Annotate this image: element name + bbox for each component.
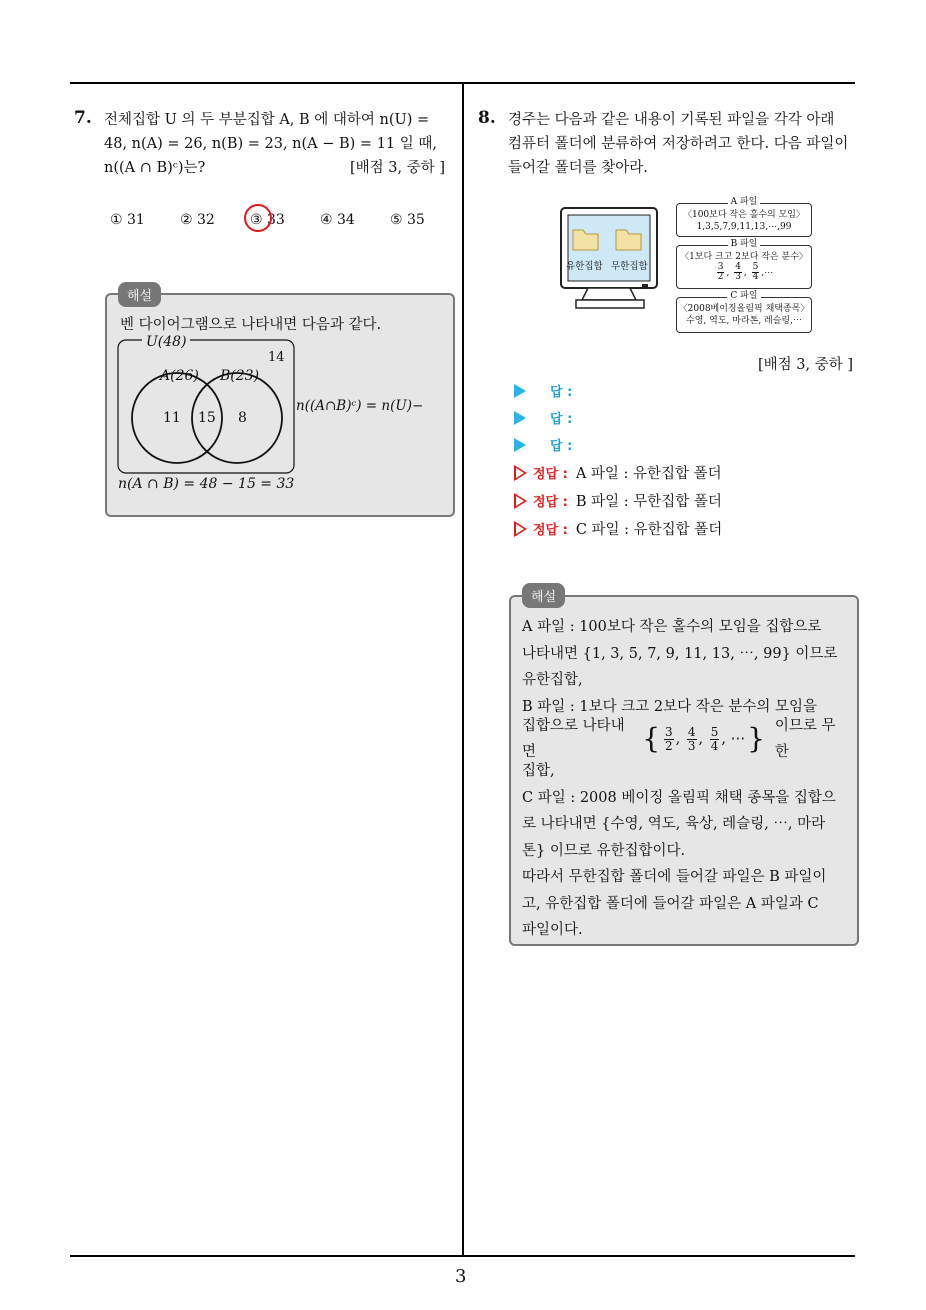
file-b-fractions: $\frac{3}{2}$ , $\frac{4}{3}$ , $\frac{5}{4}$ ,⋯ xyxy=(717,262,774,282)
sol-dots: ⋯ xyxy=(730,730,746,747)
correct-label: 정답 : xyxy=(533,467,568,482)
file-c-title: C 파일 xyxy=(727,291,760,301)
triangle-bullet-icon xyxy=(514,438,526,452)
q7-line3: n((A ∩ B)ᶜ)는? xyxy=(104,160,206,176)
correct-answer-3: C 파일 : 유한집합 폴더 xyxy=(575,522,723,538)
file-c-line2: 수영, 역도, 마라톤, 레슬링,⋯ xyxy=(686,316,802,326)
folder-label-infinite: 무한집합 xyxy=(611,261,648,272)
selected-circle-mark xyxy=(244,204,272,232)
q8-sol-l9: 톤} 이므로 유한집합이다. xyxy=(522,842,686,859)
q8-sol-l11: 고, 유한집합 폴더에 들어갈 파일은 A 파일과 C xyxy=(522,895,819,912)
q8-solution-text xyxy=(522,614,848,944)
q8-line1: 경주는 다음과 같은 내용이 기록된 파일을 각각 아래 xyxy=(508,112,835,128)
correct-row-3 xyxy=(514,518,722,539)
answer-row-1 xyxy=(514,381,572,400)
q7-score: [배점 3, 중하 ] xyxy=(350,160,446,176)
outline-triangle-icon xyxy=(514,521,527,537)
outline-triangle-icon xyxy=(514,493,527,509)
venn-set-b-label: B(23) xyxy=(220,368,260,384)
q8-sol-l10: 따라서 무한집합 폴더에 들어갈 파일은 B 파일이 xyxy=(522,869,827,885)
q7-choice-4[interactable]: ④ 34 xyxy=(320,212,355,228)
q8-sol-l7: C 파일 : 2008 베이징 올림픽 채택 종목을 집합으 xyxy=(522,789,836,806)
q7-eq-bottom: n(A ∩ B) = 48 − 15 = 33 xyxy=(118,476,295,492)
q8-number: 8. xyxy=(478,108,496,128)
sol-frac2-den: 3 xyxy=(687,738,696,753)
venn-b-only: 8 xyxy=(238,410,247,426)
q7-solution-intro: 벤 다이어그램으로 나타내면 다음과 같다. xyxy=(120,317,382,333)
q8-sol-l5-post: 이므로 무한 xyxy=(774,717,836,760)
file-b-num2: 4 xyxy=(735,262,741,272)
q8-sol-l2: 나타내면 {1, 3, 5, 7, 9, 11, 13, ⋯, 99} 이므로 xyxy=(522,645,838,662)
answer-label: 답 : xyxy=(550,385,573,400)
folder-label-finite: 유한집합 xyxy=(566,261,603,272)
file-b-tail: ⋯ xyxy=(764,268,774,278)
q8-sol-l6: 집합, xyxy=(522,763,555,779)
q8-line2: 컴퓨터 폴더에 분류하여 저장하려고 한다. 다음 파일이 xyxy=(508,136,849,152)
file-b-den1: 2 xyxy=(717,272,724,282)
file-b-num1: 3 xyxy=(717,262,724,272)
correct-row-1 xyxy=(514,462,722,483)
q7-solution-tag: 해설 xyxy=(118,282,161,307)
venn-outside-count: 14 xyxy=(268,350,285,365)
sol-frac1-num: 3 xyxy=(665,724,673,739)
correct-answer-2: B 파일 : 무한집합 폴더 xyxy=(575,494,722,510)
q8-solution-tag: 해설 xyxy=(522,583,565,608)
q7-number: 7. xyxy=(74,108,92,128)
correct-answer-1: A 파일 : 유한집합 폴더 xyxy=(575,466,722,482)
file-b-den3: 4 xyxy=(752,272,759,282)
q7-line1: 전체집합 U 의 두 부분집합 A, B 에 대하여 n(U) = xyxy=(104,112,430,128)
q7-line2: 48, n(A) = 26, n(B) = 23, n(A − B) = 11 일 때, xyxy=(104,136,437,152)
q8-sol-l8: 로 나타내면 {수영, 역도, 육상, 레슬링, ⋯, 마라 xyxy=(522,816,826,832)
page-number: 3 xyxy=(455,1266,467,1287)
q7-choices xyxy=(110,212,460,228)
q8-sol-l4: B 파일 : 1보다 크고 2보다 작은 분수의 모임을 xyxy=(522,698,817,715)
answer-row-2 xyxy=(514,408,572,427)
venn-intersection: 15 xyxy=(198,410,216,426)
venn-set-a-label: A(26) xyxy=(160,368,199,384)
venn-a-only: 11 xyxy=(163,410,181,426)
q7-choice-3-label: ③ 33 xyxy=(250,212,285,228)
outline-triangle-icon xyxy=(514,465,527,481)
q8-sol-l3: 유한집합, xyxy=(522,672,583,688)
q8-score: [배점 3, 중하 ] xyxy=(758,357,854,373)
q7-choice-2[interactable]: ② 32 xyxy=(180,212,215,228)
answer-label: 답 : xyxy=(550,439,573,454)
file-b-den2: 3 xyxy=(735,272,741,282)
correct-label: 정답 : xyxy=(533,523,568,538)
q8-sol-l12: 파일이다. xyxy=(522,922,583,938)
q8-sol-l1: A 파일 : 100보다 작은 홀수의 모임을 집합으로 xyxy=(522,619,822,635)
sol-frac2-num: 4 xyxy=(687,724,696,739)
triangle-bullet-icon xyxy=(514,384,526,398)
q8-line3: 들어갈 폴더를 찾아라. xyxy=(508,160,648,176)
q7-eq-right: n((A∩B)ᶜ) = n(U)− xyxy=(296,398,424,414)
file-a-line1: 〈100보다 작은 홀수의 모임〉 xyxy=(682,210,805,220)
q8-sol-l5-pre: 집합으로 나타내면 xyxy=(522,717,625,760)
q8-sol-l5: 집합으로 나타내면 { $\frac{3}{2}$ , $\frac{4}{3}$ , $\frac{5}{4}$ , ⋯ } 이므로 무한 xyxy=(522,720,848,758)
triangle-bullet-icon xyxy=(514,411,526,425)
q7-choice-1[interactable]: ① 31 xyxy=(110,212,145,228)
file-b-title: B 파일 xyxy=(728,239,761,249)
q7-choice-3[interactable] xyxy=(250,212,320,228)
file-c-line1: 〈2008베이징올림픽 채택종목〉 xyxy=(678,304,810,314)
sol-frac1-den: 2 xyxy=(665,738,673,753)
file-a-title: A 파일 xyxy=(728,197,761,207)
answer-label: 답 : xyxy=(550,412,573,427)
file-c-box xyxy=(676,291,812,333)
answer-row-3 xyxy=(514,435,572,454)
q7-choice-5[interactable]: ⑤ 35 xyxy=(390,212,425,228)
file-b-num3: 5 xyxy=(752,262,759,272)
file-a-box xyxy=(676,197,812,237)
file-b-line1: 〈1보다 크고 2보다 작은 분수〉 xyxy=(680,252,808,262)
correct-row-2 xyxy=(514,490,722,511)
venn-universe-label: U(48) xyxy=(146,334,187,350)
file-b-box xyxy=(676,239,812,289)
sol-frac3-num: 5 xyxy=(710,724,719,739)
correct-label: 정답 : xyxy=(533,495,568,510)
column-divider xyxy=(462,82,464,1256)
sol-frac3-den: 4 xyxy=(710,738,719,753)
q8-text xyxy=(508,108,858,180)
file-a-line2: 1,3,5,7,9,11,13,⋯,99 xyxy=(696,222,792,232)
